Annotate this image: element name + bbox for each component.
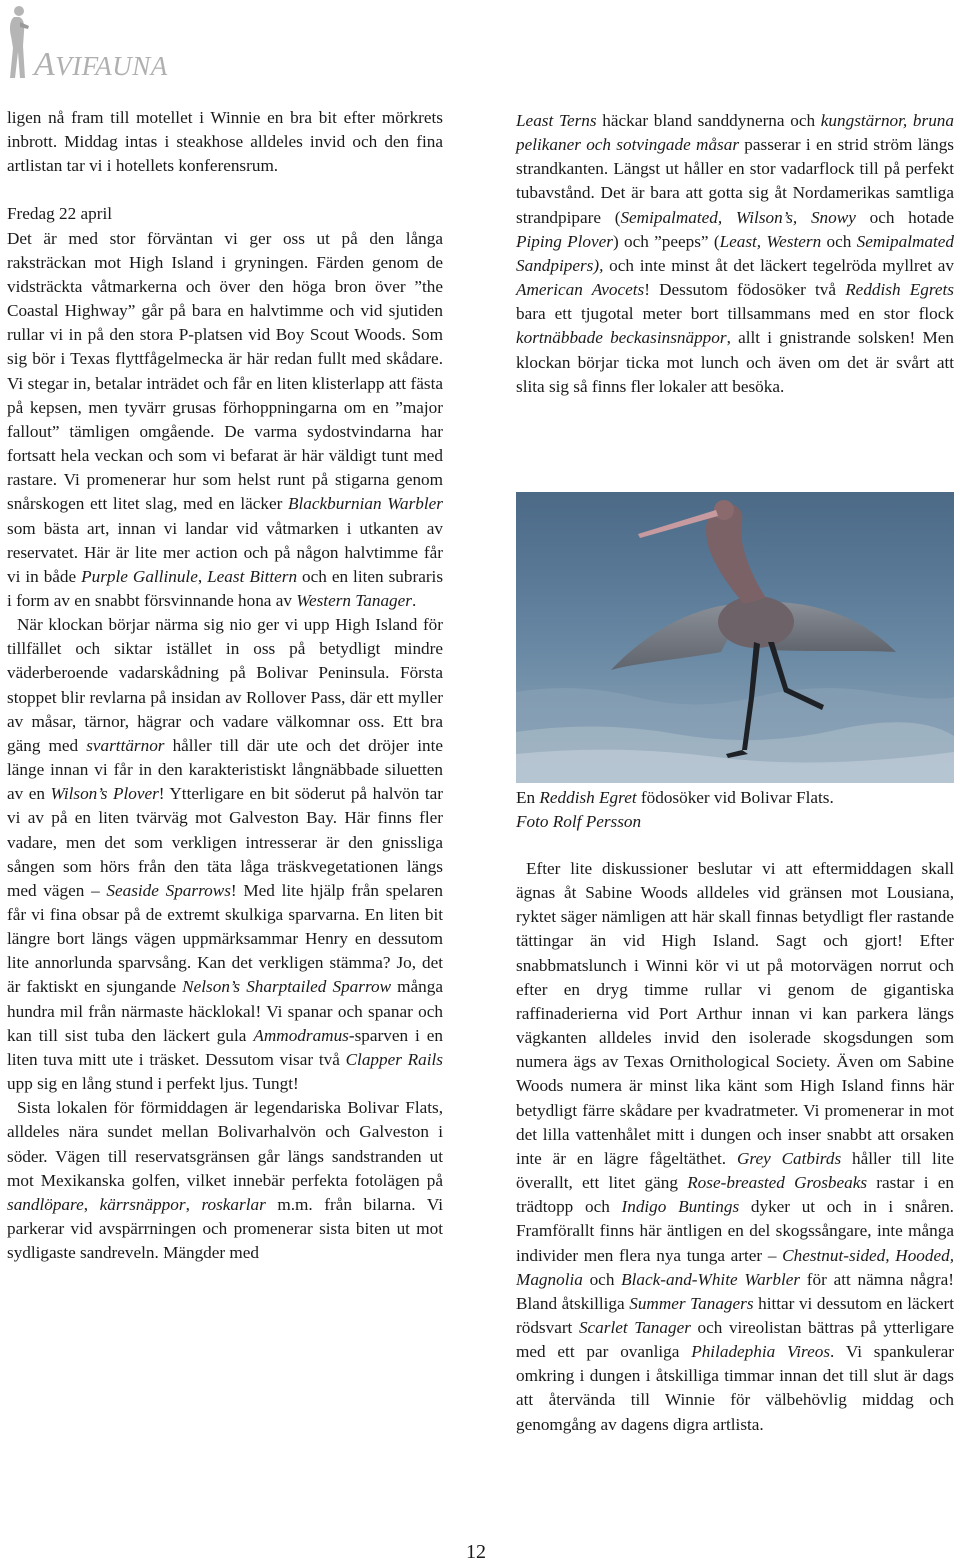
egret-illustration bbox=[516, 492, 954, 783]
page-header bbox=[0, 0, 960, 86]
photo-credit: Foto Rolf Persson bbox=[516, 812, 642, 831]
bird-watcher-silhouette-icon bbox=[4, 4, 30, 80]
paragraph-high-island: Det är med stor förväntan vi ger oss ut på den långa raksträckan mot High Island i gryningen. Färden genom de vidsträckta våtmarkerna och över den höga bron över ”the Coastal Highway” går på bara en halvtimme och vid sjutiden rullar vi in på den stora P-platsen vid Boy Scout Woods. Som sig bör i Texas flyttfågelmecka är här redan fullt med skådare. Vi stegar in, betalar inträdet och får en liten klisterlapp att fästa på kepsen, men tyvärr grusas förhoppningarna om en ”major fallout” tämligen omgående. De varma sydostvindarna har fortsatt hela veckan och som vi befarat är här väldigt tunt med rastare. Vi promenerar hur som helst runt på stigarna genom snårskogen ett litet slag, med en läcker Blackburnian Warbler som bästa art, innan vi landar vid våtmarken i utkanten av reservatet. Här är lite mer action och på någon halvtimme får vi in både Purple Gallinule, Least Bittern och en liten subraris i form av en snabbt försvinnande hona av Western Tanager. bbox=[7, 228, 444, 610]
right-column-bottom bbox=[516, 857, 954, 1437]
section-heading: Fredag 22 april bbox=[7, 204, 113, 224]
left-column bbox=[7, 106, 443, 1265]
reddish-egret-photo bbox=[516, 492, 954, 783]
right-column-top bbox=[516, 109, 954, 399]
photo-caption bbox=[516, 786, 956, 834]
paragraph-intro: ligen nå fram till motellet i Winnie en bra bit efter mörkrets inbrott. Middag intas i steakhose alldeles invid och den fina artlistan tar vi i hotellets konferensrum. bbox=[7, 108, 443, 176]
paragraph-bolivar-peninsula: När klockan börjar närma sig nio ger vi upp High Island för tillfället och siktar istället in oss på betydligt mindre väderberoende vadarskådning på Bolivar Peninsula. Första stoppet blir revlarna på insidan av Rollover Pass, där ett myller av måsar, tärnor, hägrar och vadare välkomnar oss. Ett bra gäng med svarttärnor håller till där ute och det dröjer inte länge innan vi får in den karakteristiskt långnäbbade siluetten av en Wilson’s Plover! Ytterligare en bit söderut på halvön tar vi av på en liten tvärväg mot Galveston Bay. Här finns fler vadare, men det som verkligen intresserar är den gnissliga sången som hörs från den täta låga träskvegetationen längs med vägen – Seaside Sparrows! Med lite hjälp från spelaren får vi fina obsar på de extremt skulkiga sparvarna. En liten bit längre bort längs vägen uppmärksammar Henry en dessutom lite annorlunda sparvsång. Kan det verkligen stämma? Jo, det är faktiskt en sjungande Nelson’s Sharptailed Sparrow många hundra mil från närmaste häcklokal! Vi spanar och spanar och kan till sist tuba den läckert gula Ammodramus-sparven i en liten tuva mitt ute i träsket. Dessutom visar två Clapper Rails upp sig en lång stund i perfekt ljus. Tungt! bbox=[7, 615, 443, 1094]
paragraph-bolivar-flats: Sista lokalen för förmiddagen är legendariska Bolivar Flats, alldeles nära sundet mellan Bolivarhalvön och Galveston i söder. Vägen till reservatsgränsen går längs sandstranden ut mot Mexikanska golfen, vilket innebär perfekta fotolägen på sandlöpare, kärrsnäppor, roskarlar m.m. från bilarna. Vi parkerar vid avspärrningen och promenerar sista biten ut mot sydligaste sandreveln. Mängder med bbox=[7, 1098, 443, 1263]
paragraph-sabine-woods: Efter lite diskussioner beslutar vi att eftermiddagen skall ägnas åt Sabine Woods alldeles vid gränsen mot Lousiana, ryktet säger nämligen att här skall finnas betydligt fler rastande tättingar än vid High Island. Sagt och gjort! Efter snabbmatslunch i Winni kör vi ut på motorvägen norrut och efter en dryg timme rullar vi genom de gigantiska raffinaderierna vid Port Arthur innan vi kan parkera längs vägkanten alldeles invid den isolerade skogsdungen som numera ägs av Texas Ornithological Society. Även om Sabine Woods numera är minst lika känt som High Island finns här betydligt färre skådare per kvadratmeter. Vi promenerar in mot det lilla vattenhålet mitt i dungen och inser snabbt att orsaken inte är en lägre fågeltäthet. Grey Catbirds håller till lite överallt, ett litet gäng Rose-breasted Grosbeaks rastar i en trädtopp och Indigo Buntings dyker ut och in i snåren. Framförallt finns här äntligen en del skogssångare, inte många individer men flera nya tunga arter – Chestnut-sided, Hooded, Magnolia och Black-and-White Warbler för att nämna några! Bland åtskilliga Summer Tanagers hittar vi dessutom en läckert rödsvart Scarlet Tanager och vireolistan bättras på ytterligare med ett par ovanliga Philadephia Vireos. Vi spankulerar omkring i dungen i åtskilliga timmar innan det till slut är dags att återvända till Winnie för välbehövlig middag och genomgång av dagens digra artlista. bbox=[516, 859, 954, 1434]
publication-logo: AVIFAUNA bbox=[34, 46, 168, 83]
page-number: 12 bbox=[466, 1541, 486, 1563]
paragraph-terns: Least Terns häckar bland sanddynerna och kungstärnor, bruna pelikaner och sotvingade måsar passerar i en strid ström längs strandkanten. Längst ut håller en stor vadarflock till på perfekt tubavstånd. Det är bara att gotta sig åt Nordamerikas samtliga strandpipare (Semipalmated, Wilson’s, Snowy och hotade Piping Plover) och ”peeps” (Least, Western och Semipalmated Sandpipers), och inte minst åt det läckert tegelröda myllret av American Avocets! Dessutom födosöker två Reddish Egrets bara ett tjugotal meter bort tillsammans med en stor flock kortnäbbade beckasinsnäppor, allt i gnistrande solsken! Men klockan börjar ticka mot lunch och även om det är svårt att slita sig så finns fler lokaler att besöka. bbox=[516, 111, 954, 396]
caption-text: En Reddish Egret födosöker vid Bolivar Flats. bbox=[516, 788, 834, 807]
